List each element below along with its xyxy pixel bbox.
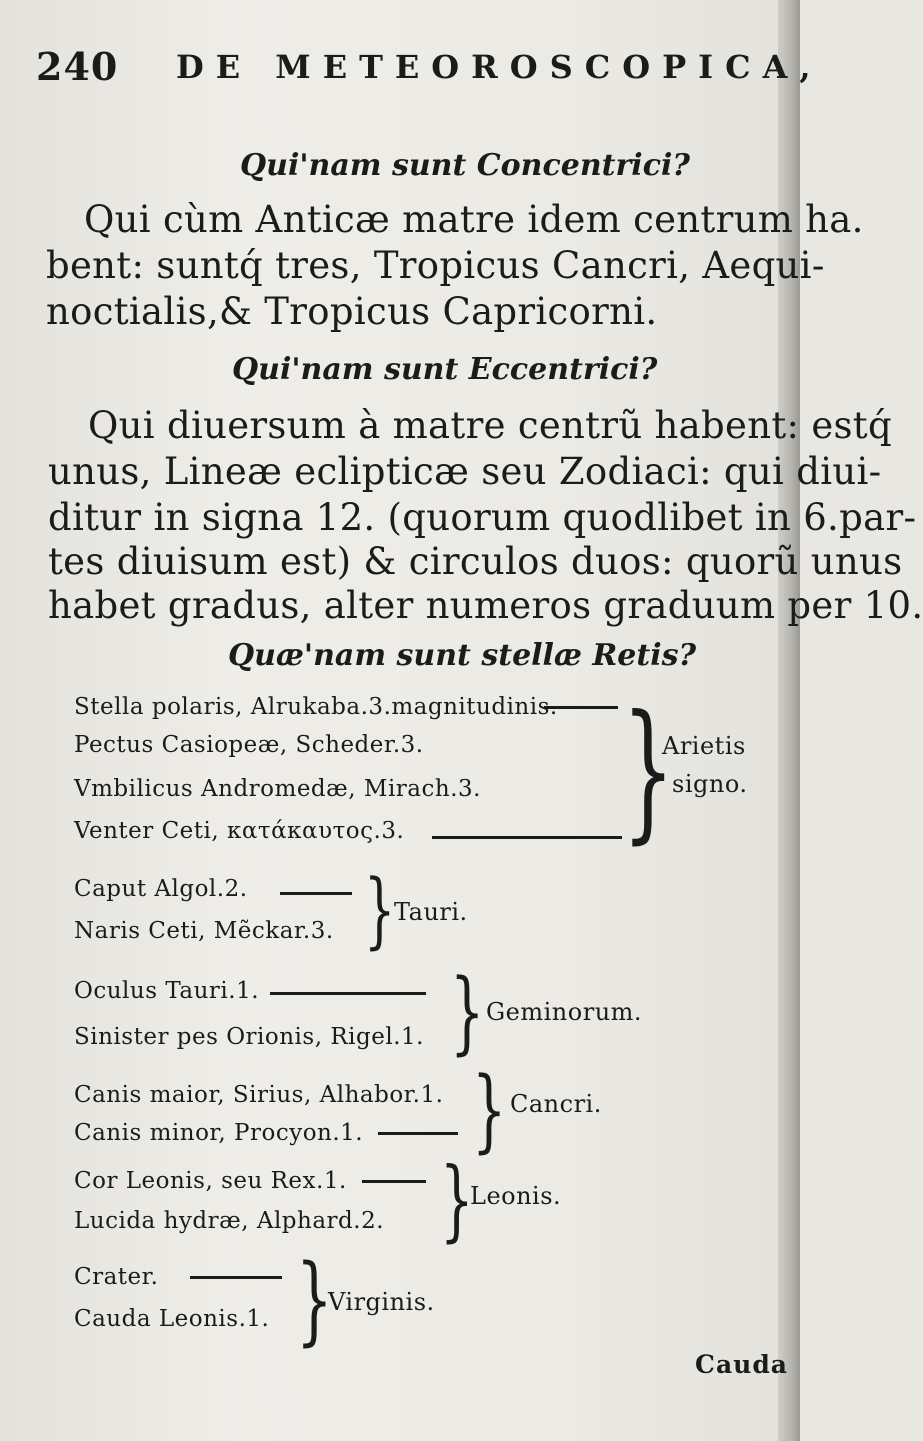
zodiac-sign-label: Virginis. bbox=[328, 1288, 435, 1316]
leader-rule bbox=[378, 1132, 458, 1135]
leader-rule bbox=[544, 706, 618, 709]
page-number: 240 bbox=[36, 44, 119, 89]
curly-brace: } bbox=[622, 684, 675, 858]
star-entry: Lucida hydræ, Alphard.2. bbox=[74, 1208, 385, 1234]
leader-rule bbox=[190, 1276, 282, 1279]
running-head: DE METEOROSCOPICA, bbox=[176, 48, 823, 86]
answer-line: noctialis,& Tropicus Capricorni. bbox=[46, 290, 658, 333]
zodiac-sign-label: Geminorum. bbox=[486, 998, 643, 1026]
star-entry: Canis minor, Procyon.1. bbox=[74, 1120, 364, 1146]
star-entry: Oculus Tauri.1. bbox=[74, 978, 260, 1004]
question-eccentrici: Qui'nam sunt Eccentrici? bbox=[232, 352, 658, 387]
leader-rule bbox=[362, 1180, 426, 1183]
answer-line: Qui diuersum à matre centrũ habent: estq́ bbox=[88, 404, 892, 447]
star-entry: Cauda Leonis.1. bbox=[74, 1306, 270, 1332]
curly-brace: } bbox=[364, 863, 396, 958]
leader-rule bbox=[270, 992, 426, 995]
leader-rule bbox=[280, 892, 352, 895]
star-group-cancri bbox=[74, 1058, 694, 1163]
page-header bbox=[36, 44, 823, 89]
answer-line: tes diuisum est) & circulos duos: quorũ unus bbox=[48, 540, 903, 583]
star-entry: Vmbilicus Andromedæ, Mirach.3. bbox=[74, 776, 481, 802]
zodiac-sign-label: Leonis. bbox=[470, 1182, 562, 1210]
star-entry: Caput Algol.2. bbox=[74, 876, 248, 902]
curly-brace: } bbox=[450, 960, 485, 1065]
star-group-arietis bbox=[74, 684, 794, 858]
answer-line: ditur in signa 12. (quorum quodlibet in 6.par- bbox=[48, 496, 917, 539]
star-group-virginis bbox=[74, 1244, 574, 1356]
catchword: Cauda bbox=[695, 1350, 788, 1379]
star-group-tauri bbox=[74, 863, 574, 958]
star-entry: Stella polaris, Alrukaba.3.magnitudinis. bbox=[74, 694, 558, 720]
zodiac-sign-label: Tauri. bbox=[394, 898, 468, 926]
zodiac-sign-label: signo. bbox=[672, 770, 748, 798]
star-entry: Crater. bbox=[74, 1264, 159, 1290]
zodiac-sign-label: Cancri. bbox=[510, 1090, 602, 1118]
star-entry: Pectus Casiopeæ, Scheder.3. bbox=[74, 732, 424, 758]
answer-line: habet gradus, alter numeros graduum per 10. bbox=[48, 584, 923, 627]
zodiac-sign-label: Arietis bbox=[662, 732, 746, 760]
star-group-geminorum bbox=[74, 960, 694, 1065]
star-entry: Sinister pes Orionis, Rigel.1. bbox=[74, 1024, 424, 1050]
star-entry: Venter Ceti, κατάκαυτος.3. bbox=[74, 818, 405, 844]
leader-rule bbox=[432, 836, 622, 839]
star-group-leonis bbox=[74, 1148, 634, 1251]
curly-brace: } bbox=[296, 1244, 333, 1356]
answer-line: unus, Lineæ eclipticæ seu Zodiaci: qui diui- bbox=[48, 450, 882, 493]
star-entry: Canis maior, Sirius, Alhabor.1. bbox=[74, 1082, 444, 1108]
star-entry: Cor Leonis, seu Rex.1. bbox=[74, 1168, 347, 1194]
question-concentrici: Qui'nam sunt Concentrici? bbox=[240, 148, 690, 183]
answer-line: bent: suntq́ tres, Tropicus Cancri, Aequi- bbox=[46, 244, 825, 287]
curly-brace: } bbox=[440, 1148, 474, 1251]
curly-brace: } bbox=[472, 1058, 507, 1163]
answer-line: Qui cùm Anticæ matre idem centrum ha. bbox=[84, 198, 864, 241]
question-stellae-retis: Quæ'nam sunt stellæ Retis? bbox=[228, 638, 697, 673]
star-entry: Naris Ceti, Mẽckar.3. bbox=[74, 918, 334, 944]
